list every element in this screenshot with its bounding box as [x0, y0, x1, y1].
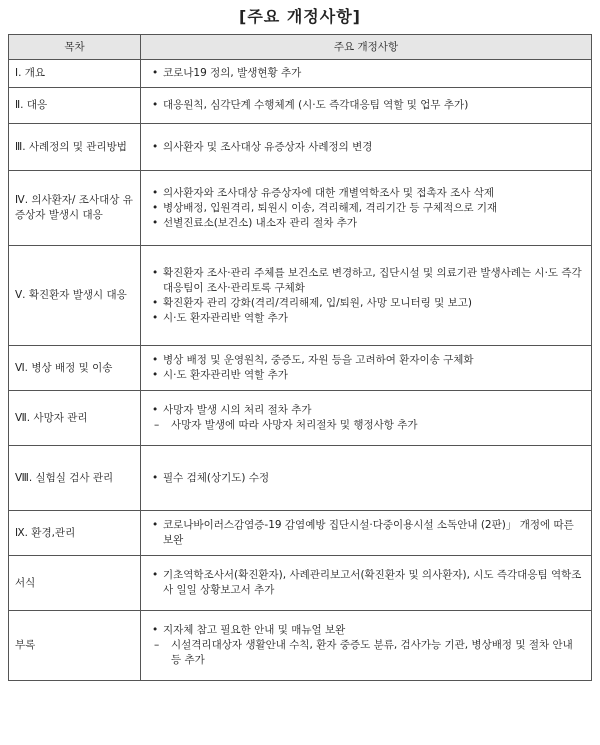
revision-item: • 확진환자 조사·관리 주체를 보건소로 변경하고, 집단시설 및 의료기관 발생사례는 시·도 즉각대응팀이 조사·관리토록 구체화 [151, 266, 583, 296]
header-toc: 목차 [9, 35, 141, 60]
revision-item: • 시·도 환자관리반 역할 추가 [151, 311, 583, 326]
revision-item: • 대응원칙, 심각단계 수행체계 (시·도 즉각대응팀 역할 및 업무 추가) [151, 98, 583, 113]
revision-item: • 사망자 발생 시의 처리 절차 추가 [151, 403, 583, 418]
revision-cell [141, 446, 592, 511]
revision-cell [141, 124, 592, 171]
revision-subitem: – 사망자 발생에 따라 사망자 처리절차 및 행정사항 추가 [151, 418, 583, 433]
revision-item: • 병상배정, 입원격리, 퇴원시 이송, 격리해제, 격리기간 등 구체적으로 기재 [151, 201, 583, 216]
revision-item: • 지자체 참고 필요한 안내 및 매뉴얼 보완 [151, 623, 583, 638]
revision-item: • 필수 검체(상기도) 수정 [151, 471, 583, 486]
revision-item: • 의사환자와 조사대상 유증상자에 대한 개별역학조사 및 접촉자 조사 삭제 [151, 186, 583, 201]
revision-cell [141, 611, 592, 681]
revision-item: • 확진환자 관리 강화(격리/격리해제, 입/퇴원, 사망 모니터링 및 보고) [151, 296, 583, 311]
revision-item: • 병상 배정 및 운영원칙, 중증도, 자원 등을 고려하여 환자이송 구체화 [151, 353, 583, 368]
revision-cell [141, 60, 592, 88]
table-body [9, 60, 592, 681]
table-row [9, 124, 592, 171]
revision-item: • 시·도 환자관리반 역할 추가 [151, 368, 583, 383]
table-row [9, 556, 592, 611]
section-cell: Ⅸ. 환경,관리 [9, 511, 141, 556]
revision-cell [141, 88, 592, 124]
section-cell: Ⅷ. 실험실 검사 관리 [9, 446, 141, 511]
table-header-row [9, 35, 592, 60]
revision-cell [141, 391, 592, 446]
revision-cell [141, 246, 592, 346]
table-row [9, 171, 592, 246]
revision-item: • 선별진료소(보건소) 내소자 관리 절차 추가 [151, 216, 583, 231]
revision-cell [141, 346, 592, 391]
revision-cell [141, 556, 592, 611]
revision-item: • 코로나19 정의, 발생현황 추가 [151, 66, 583, 81]
table-row [9, 391, 592, 446]
revision-item: • 기초역학조사서(확진환자), 사례관리보고서(확진환자 및 의사환자), 시도 즉각대응팀 역학조사 일일 상황보고서 추가 [151, 568, 583, 598]
table-row [9, 446, 592, 511]
revision-table [8, 34, 592, 681]
section-cell: 부록 [9, 611, 141, 681]
revision-cell [141, 171, 592, 246]
revision-item: • 의사환자 및 조사대상 유증상자 사례정의 변경 [151, 140, 583, 155]
section-cell: Ⅶ. 사망자 관리 [9, 391, 141, 446]
table-row [9, 346, 592, 391]
section-cell: Ⅰ. 개요 [9, 60, 141, 88]
revision-subitem: – 시설격리대상자 생활안내 수칙, 환자 중증도 분류, 검사가능 기관, 병상배정 및 절차 안내 등 추가 [151, 638, 583, 668]
section-cell: Ⅵ. 병상 배정 및 이송 [9, 346, 141, 391]
revision-item: • 코로나바이러스감염증-19 감염예방 집단시설·다중이용시설 소독안내 (2판)」 개정에 따른 보완 [151, 518, 583, 548]
section-cell: Ⅱ. 대응 [9, 88, 141, 124]
revision-cell [141, 511, 592, 556]
table-row [9, 611, 592, 681]
table-row [9, 246, 592, 346]
section-cell: Ⅲ. 사례정의 및 관리방법 [9, 124, 141, 171]
section-cell: Ⅳ. 의사환자/ 조사대상 유증상자 발생시 대응 [9, 171, 141, 246]
page-title: [주요 개정사항] [239, 7, 361, 26]
table-row [9, 60, 592, 88]
table-row [9, 88, 592, 124]
table-row [9, 511, 592, 556]
section-cell: Ⅴ. 확진환자 발생시 대응 [9, 246, 141, 346]
section-cell: 서식 [9, 556, 141, 611]
header-revisions: 주요 개정사항 [141, 35, 592, 60]
